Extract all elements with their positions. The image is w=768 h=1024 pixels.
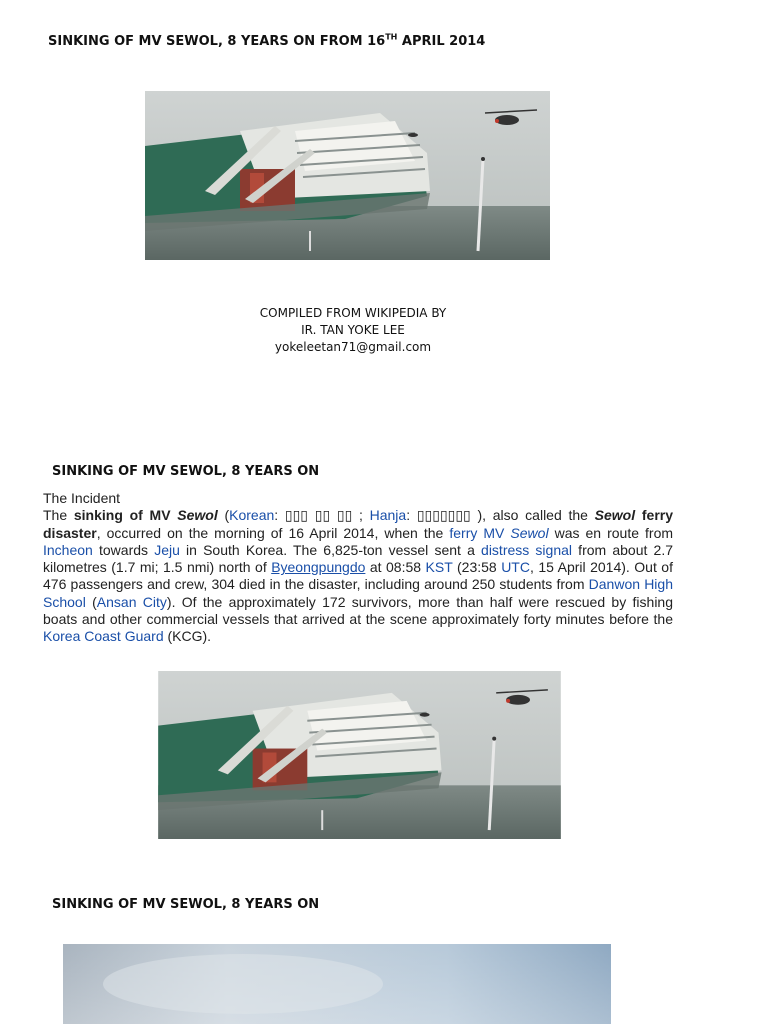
ferry-photo-repeat <box>157 671 562 839</box>
text-run: from about 2.7 kilometres (1.7 mi; 1.5 nmi) north of <box>43 541 673 576</box>
credit-email: yokeleetan71@gmail.com <box>274 340 432 354</box>
article-body <box>43 490 673 646</box>
text-run: in South Korea. The 6,825-ton vessel sent a <box>179 541 482 558</box>
ferry-photo-repeat-graphic <box>157 671 562 839</box>
text-run: towards <box>92 541 155 558</box>
text-run: at 08:58 <box>365 559 426 576</box>
sky-photo <box>63 944 611 1024</box>
section-heading: SINKING OF MV SEWOL, 8 YEARS ON <box>52 464 320 479</box>
text-run: , 15 April 2014). Out of 476 passengers and crew, 304 died in the disaster, including around 250 students from <box>43 559 673 593</box>
link-korea-coast-guard[interactable]: Korea Coast Guard <box>43 628 164 645</box>
page-title <box>48 34 485 49</box>
text-run: (KCG). <box>163 628 212 645</box>
link-danwon-high-school[interactable]: Danwon High School <box>43 576 673 610</box>
text-run: The <box>43 507 74 524</box>
bold-run: ferry disaster <box>43 507 673 541</box>
bold-run: sinking of MV <box>73 507 178 524</box>
link-sewol-italic: Sewol <box>510 524 549 541</box>
credit-author: IR. TAN YOKE LEE <box>301 323 405 337</box>
link-jeju[interactable]: Jeju <box>154 541 180 558</box>
text-run: ( <box>85 593 97 610</box>
text-run: ). Of the approximately 172 survivors, more than half were rescued by fishing boats and other commercial vessels that arrived at the scene approximately forty minutes before the <box>43 593 673 628</box>
text-run: (23:58 <box>452 559 502 576</box>
incident-paragraph <box>43 507 673 645</box>
link-hanja[interactable]: Hanja <box>369 507 407 524</box>
link-kst[interactable]: KST <box>425 559 453 576</box>
text-run: ( <box>217 507 230 524</box>
link-ansan-city[interactable]: Ansan City <box>96 593 167 610</box>
text-run: , occurred on the morning of 16 April 2014, when the <box>96 524 450 541</box>
link-korean[interactable]: Korean <box>229 507 275 524</box>
link-incheon[interactable]: Incheon <box>43 541 93 558</box>
link-mv-text: MV <box>483 524 511 541</box>
link-mv-sewol[interactable] <box>483 525 548 541</box>
link-ferry[interactable]: ferry <box>449 524 478 541</box>
text-run: : ▯▯▯ ▯▯ ▯▯ ; <box>274 507 370 524</box>
link-distress-signal[interactable]: distress signal <box>481 541 573 558</box>
section-heading-repeat: SINKING OF MV SEWOL, 8 YEARS ON <box>52 897 320 912</box>
title-superscript: TH <box>385 32 398 42</box>
ferry-photo-graphic <box>145 91 550 260</box>
link-byeongpungdo[interactable]: Byeongpungdo <box>271 559 366 576</box>
title-text-end: APRIL 2014 <box>397 34 486 49</box>
text-run: : ▯▯▯▯▯▯▯ ), also called the <box>406 507 595 524</box>
credit-block <box>0 305 706 356</box>
bold-italic-run: Sewol <box>177 507 218 524</box>
link-utc[interactable]: UTC <box>501 559 530 576</box>
credit-line-compiled: COMPILED FROM WIKIPEDIA BY <box>259 306 447 320</box>
title-text: SINKING OF MV SEWOL, 8 YEARS ON FROM 16 <box>48 34 386 49</box>
section-subtitle: The Incident <box>43 490 121 506</box>
text-run: was en route from <box>548 524 674 541</box>
ferry-photo <box>145 91 550 260</box>
bold-italic-run: Sewol <box>594 507 636 524</box>
sky-photo-graphic <box>63 944 611 1024</box>
